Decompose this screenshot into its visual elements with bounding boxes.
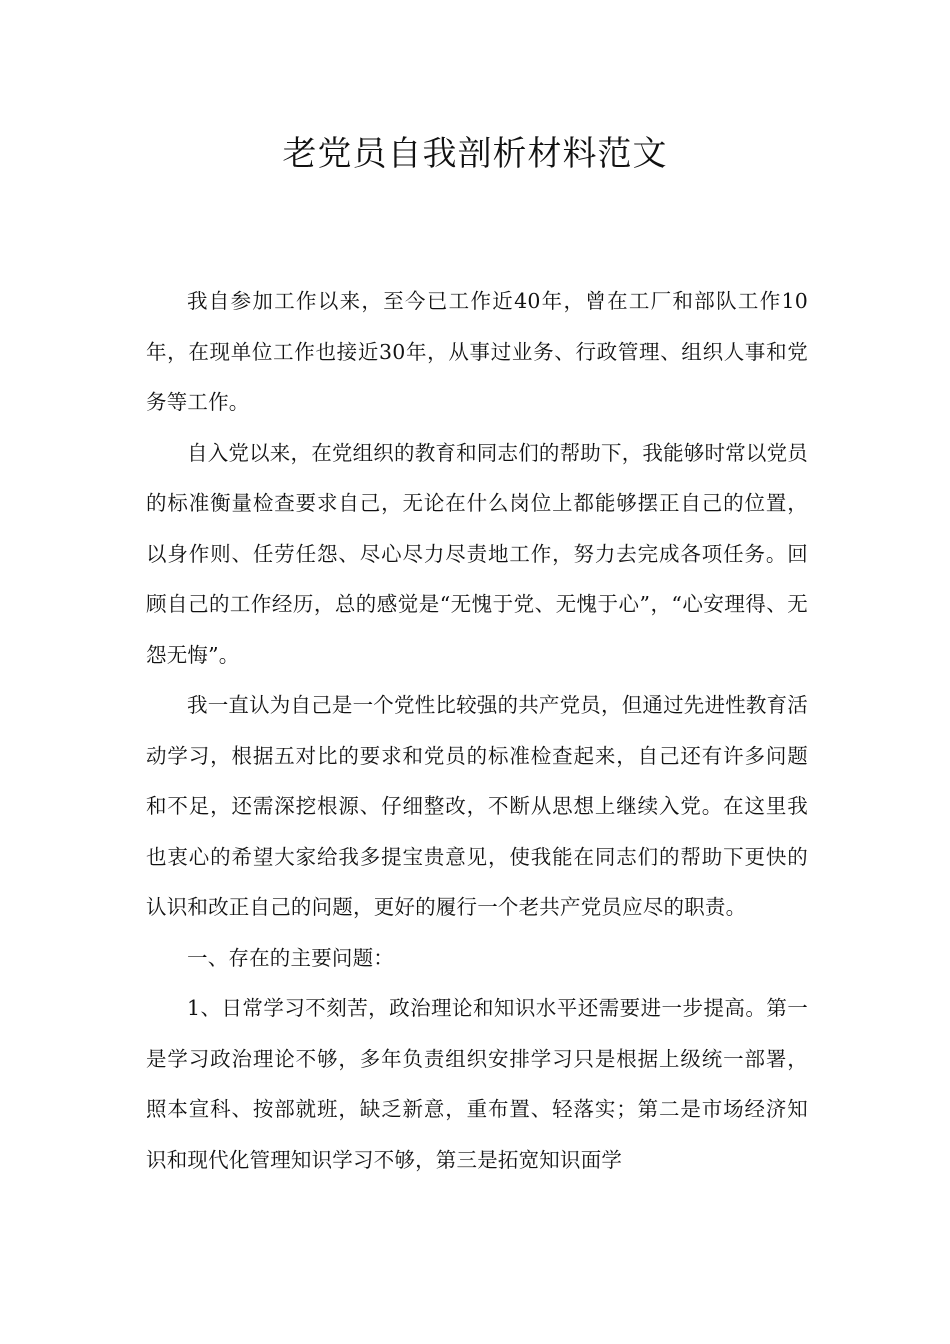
- document-body: [146, 276, 808, 1185]
- paragraph-since-joining-party: 自入党以来，在党组织的教育和同志们的帮助下，我能够时常以党员的标准衡量检查要求自己，无论在什么岗位上都能够摆正自己的位置，以身作则、任劳任怨、尽心尽力尽责地工作，努力去完成各项任务。回顾自己的工作经历，总的感觉是“无愧于党、无愧于心”，“心安理得、无怨无悔”。: [146, 440, 808, 667]
- paragraph-problem-1: 1、日常学习不刻苦，政治理论和知识水平还需要进一步提高。第一是学习政治理论不够，多年负责组织安排学习只是根据上级统一部署，照本宣科、按部就班，缺乏新意，重布置、轻落实；第二是市场经济知识和现代化管理知识学习不够，第三是拓宽知识面学: [146, 996, 808, 1172]
- paragraph-self-assessment: 我一直认为自己是一个党性比较强的共产党员，但通过先进性教育活动学习，根据五对比的要求和党员的标准检查起来，自己还有许多问题和不足，还需深挖根源、仔细整改，不断从思想上继续入党。在这里我也衷心的希望大家给我多提宝贵意见，使我能在同志们的帮助下更快的认识和改正自己的问题，更好的履行一个老共产党员应尽的职责。: [146, 693, 808, 919]
- paragraph-work-history: 我自参加工作以来，至今已工作近40年，曾在工厂和部队工作10年，在现单位工作也接近30年，从事过业务、行政管理、组织人事和党务等工作。: [146, 289, 808, 414]
- document-title: 老党员自我剖析材料范文: [282, 134, 668, 174]
- section-heading-main-problems: 一、存在的主要问题：: [187, 945, 394, 970]
